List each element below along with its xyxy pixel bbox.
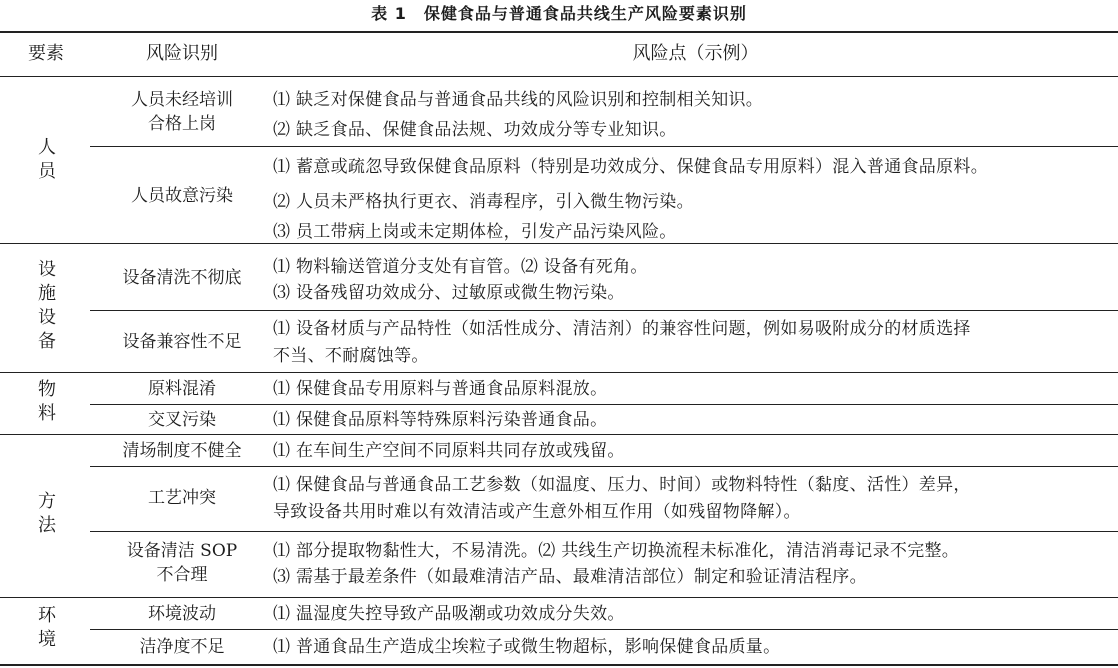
risk-point: ⑴ 蓄意或疏忽导致保健食品原料（特别是功效成分、保健食品专用原料）混入普通食品原料。 — [273, 157, 989, 177]
header-points: 风险点（示例） — [632, 43, 759, 64]
risk-point: ⑵ 人员未严格执行更衣、消毒程序，引入微生物污染。 — [273, 192, 694, 212]
risk-point: ⑴ 在车间生产空间不同原料共同存放或残留。 — [273, 441, 625, 461]
group-rule — [0, 372, 1118, 373]
header-rule — [0, 76, 1118, 77]
identification-label: 人员故意污染 — [131, 186, 233, 206]
group-rule — [0, 597, 1118, 598]
row-rule — [90, 146, 1118, 147]
row-rule — [90, 466, 1118, 467]
row-rule — [90, 531, 1118, 532]
identification-label: 原料混淆 — [148, 379, 216, 399]
risk-point: 导致设备共用时难以有效清洁或产生意外相互作用（如残留物降解）。 — [273, 502, 801, 522]
risk-point: ⑴ 普通食品生产造成尘埃粒子或微生物超标，影响保健食品质量。 — [273, 637, 781, 657]
identification-label: 清场制度不健全 — [122, 441, 242, 461]
identification-label: 环境波动 — [148, 604, 216, 624]
group-rule — [0, 434, 1118, 435]
factor-material: 物 料 — [38, 379, 56, 424]
row-rule — [90, 310, 1118, 311]
bottom-rule — [0, 664, 1118, 666]
risk-point: ⑵ 缺乏食品、保健食品法规、功效成分等专业知识。 — [273, 120, 677, 140]
identification-label: 交叉污染 — [148, 410, 216, 430]
risk-point: ⑶ 需基于最差条件（如最难清洁产品、最难清洁部位）制定和验证清洁程序。 — [273, 567, 867, 587]
header-factor: 要素 — [28, 43, 64, 64]
risk-point: ⑴ 保健食品原料等特殊原料污染普通食品。 — [273, 410, 608, 430]
risk-point: ⑴ 缺乏对保健食品与普通食品共线的风险识别和控制相关知识。 — [273, 90, 764, 110]
risk-point: 不当、不耐腐蚀等。 — [273, 346, 429, 366]
identification-label: 工艺冲突 — [148, 488, 216, 508]
factor-equipment: 设 施 设 备 — [38, 259, 56, 352]
risk-point: ⑶ 员工带病上岗或未定期体检，引发产品污染风险。 — [273, 222, 677, 242]
risk-point: ⑴ 部分提取物黏性大，不易清洗。⑵ 共线生产切换流程未标准化，清洁消毒记录不完整。 — [273, 541, 960, 561]
risk-point: ⑴ 保健食品专用原料与普通食品原料混放。 — [273, 379, 608, 399]
identification-label: 设备清洗不彻底 — [122, 268, 242, 288]
identification-label: 洁净度不足 — [139, 637, 225, 657]
identification-label: 设备兼容性不足 — [122, 332, 242, 352]
risk-point: ⑴ 保健食品与普通食品工艺参数（如温度、压力、时间）或物料特性（黏度、活性）差异， — [273, 475, 971, 495]
factor-method: 方 法 — [38, 491, 56, 536]
identification-label: 设备清洁 SOP 不合理 — [126, 541, 238, 585]
row-rule — [90, 404, 1118, 405]
factor-environment: 环 境 — [38, 605, 56, 650]
table-title: 表 1 保健食品与普通食品共线生产风险要素识别 — [371, 4, 747, 23]
row-rule — [90, 629, 1118, 630]
risk-point: ⑴ 设备材质与产品特性（如活性成分、清洁剂）的兼容性问题，例如易吸附成分的材质选择 — [273, 319, 971, 339]
risk-point: ⑴ 温湿度失控导致产品吸潮或功效成分失效。 — [273, 604, 625, 624]
header-identification: 风险识别 — [146, 43, 218, 64]
risk-point: ⑶ 设备残留功效成分、过敏原或微生物污染。 — [273, 283, 625, 303]
identification-label: 人员未经培训 合格上岗 — [131, 90, 233, 134]
factor-personnel: 人 员 — [38, 137, 56, 182]
risk-point: ⑴ 物料输送管道分支处有盲管。⑵ 设备有死角。 — [273, 257, 648, 277]
top-rule — [0, 31, 1118, 33]
